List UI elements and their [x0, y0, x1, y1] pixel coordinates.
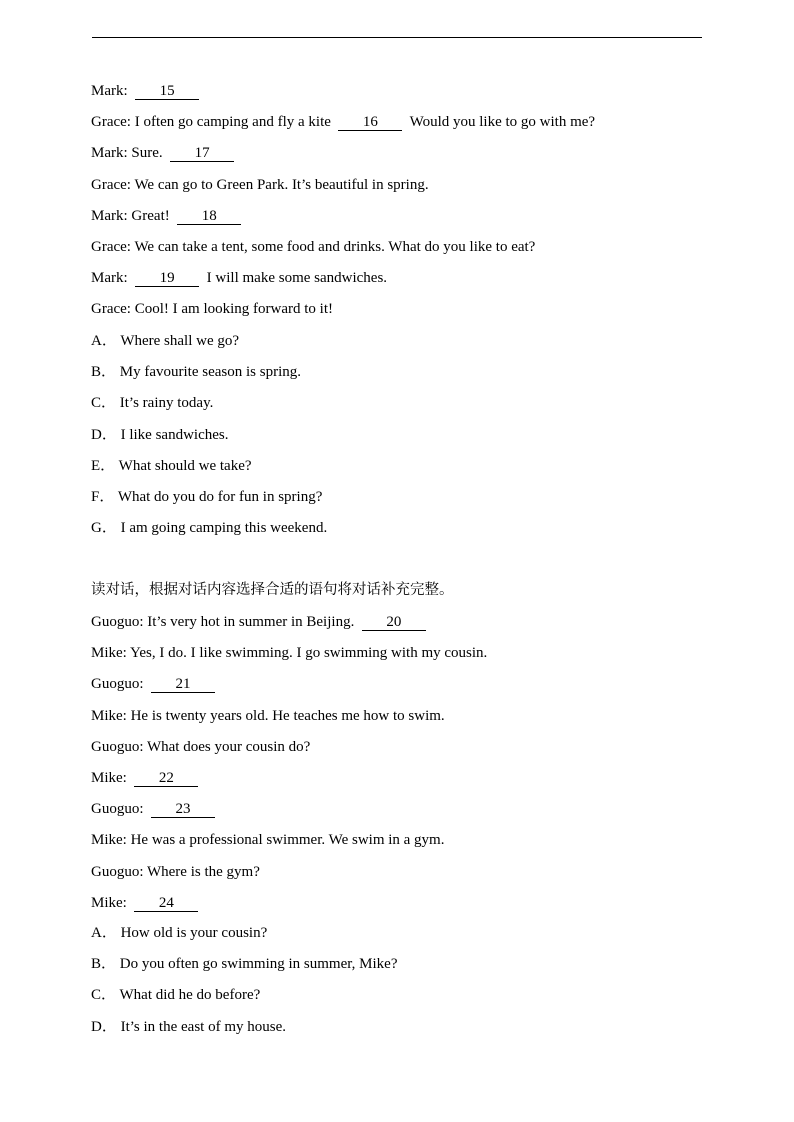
dialogue-text: Sure. — [131, 145, 163, 162]
speaker-name: Mike: — [91, 770, 127, 786]
speaker-name: Guoguo: — [91, 863, 144, 880]
blank-number: 15 — [159, 83, 175, 99]
dialogue2-line — [91, 863, 264, 881]
dialogue2-line — [91, 769, 206, 787]
dialogue1-line — [91, 176, 432, 194]
speaker-name: Mark: — [91, 83, 128, 99]
dialogue2-line — [91, 675, 223, 693]
dialogue2-line — [91, 644, 491, 662]
speaker-name: Grace: — [91, 301, 131, 318]
dialogue-text: What does your cousin do? — [146, 738, 311, 755]
blank-number: 17 — [194, 145, 210, 162]
option-letter: D． — [91, 1018, 117, 1035]
dialogue-text: I will make some sandwiches. — [206, 270, 388, 287]
answer-blank — [170, 146, 234, 162]
option-item — [91, 457, 252, 475]
speaker-name: Guoguo: — [91, 614, 144, 630]
option-letter: E． — [91, 457, 116, 474]
blank-number: 18 — [201, 207, 217, 224]
option-item — [91, 363, 301, 381]
speaker-name: Grace: — [91, 114, 131, 131]
option-letter: C． — [91, 987, 117, 1004]
dialogue-text: Cool! I am looking forward to it! — [134, 301, 334, 318]
option-text: Where shall we go? — [120, 333, 240, 349]
option-item — [91, 519, 327, 537]
dialogue-text: I often go camping and fly a kite — [134, 114, 331, 131]
option-letter: C． — [91, 395, 117, 412]
dialogue-text: He is twenty years old. He teaches me how to swim. — [130, 707, 445, 724]
dialogue1-line — [91, 238, 539, 256]
dialogue-text: It’s very hot in summer in Beijing. — [147, 614, 355, 630]
option-item — [91, 394, 213, 412]
dialogue1-line — [91, 300, 337, 318]
dialogue-text: We can take a tent, some food and drinks. What do you like to eat? — [134, 239, 536, 255]
dialogue1-line — [91, 82, 207, 100]
option-item — [91, 426, 228, 444]
answer-blank — [362, 615, 426, 631]
dialogue1-line — [91, 144, 242, 162]
option-item — [91, 986, 260, 1004]
answer-blank — [134, 896, 198, 912]
dialogue2-line — [91, 894, 206, 912]
option-text: It’s in the east of my house. — [120, 1018, 286, 1035]
dialogue-text: He was a professional swimmer. We swim in a gym. — [130, 832, 445, 849]
speaker-name: Guoguo: — [91, 738, 144, 755]
option-text: My favourite season is spring. — [119, 364, 301, 381]
dialogue2-line — [91, 613, 433, 631]
answer-blank — [177, 209, 241, 225]
answer-blank — [338, 115, 402, 131]
speaker-name: Mark: — [91, 207, 128, 224]
answer-blank — [135, 84, 199, 100]
speaker-name: Mark: — [91, 270, 128, 287]
speaker-name: Grace: — [91, 239, 131, 255]
option-text: What did he do before? — [119, 987, 261, 1004]
option-item — [91, 488, 322, 506]
dialogue1-line — [91, 207, 249, 225]
speaker-name: Mark: — [91, 145, 128, 162]
dialogue2-line — [91, 707, 448, 725]
option-letter: G． — [91, 520, 117, 537]
speaker-name: Mike: — [91, 645, 127, 662]
speaker-name: Grace: — [91, 176, 131, 193]
option-letter: F． — [91, 489, 115, 505]
dialogue2-line — [91, 738, 314, 756]
blank-number: 16 — [362, 114, 378, 131]
answer-blank — [134, 771, 198, 787]
option-text: I like sandwiches. — [120, 426, 229, 443]
option-text: What do you do for fun in spring? — [117, 489, 323, 505]
option-text: How old is your cousin? — [120, 925, 268, 941]
dialogue2-line — [91, 800, 223, 818]
option-item — [91, 332, 239, 350]
option-item — [91, 924, 267, 942]
dialogue-text: Yes, I do. I like swimming. I go swimming with my cousin. — [130, 645, 488, 662]
dialogue2-line — [91, 831, 448, 849]
option-item — [91, 955, 397, 973]
speaker-name: Guoguo: — [91, 801, 144, 818]
blank-number: 22 — [158, 770, 174, 786]
option-text: What should we take? — [118, 457, 252, 474]
blank-number: 24 — [158, 894, 174, 911]
dialogue-text: We can go to Green Park. It’s beautiful in spring. — [134, 176, 429, 193]
option-text: Do you often go swimming in summer, Mike? — [119, 956, 398, 973]
dialogue-text: Where is the gym? — [146, 863, 260, 880]
option-letter: B． — [91, 364, 117, 381]
speaker-name: Mike: — [91, 707, 127, 724]
header-rule — [92, 37, 702, 38]
dialogue1-line — [91, 269, 387, 287]
dialogue1-line — [91, 113, 595, 131]
blank-number: 23 — [175, 801, 191, 818]
speaker-name: Guoguo: — [91, 676, 144, 693]
speaker-name: Mike: — [91, 894, 127, 911]
answer-blank — [135, 271, 199, 287]
blank-number: 20 — [386, 614, 402, 630]
option-letter: A． — [91, 333, 117, 349]
dialogue-text: Great! — [131, 207, 170, 224]
blank-number: 21 — [175, 676, 191, 693]
speaker-name: Mike: — [91, 832, 127, 849]
answer-blank — [151, 677, 215, 693]
option-letter: B． — [91, 956, 117, 973]
option-letter: A． — [91, 925, 117, 941]
option-text: It’s rainy today. — [119, 395, 214, 412]
option-item — [91, 1018, 286, 1036]
blank-number: 19 — [159, 270, 175, 287]
option-letter: D． — [91, 426, 117, 443]
option-text: I am going camping this weekend. — [120, 520, 328, 537]
instruction-text: 读对话，根据对话内容选择合适的语句将对话补充完整。 — [91, 582, 454, 598]
answer-blank — [151, 802, 215, 818]
dialogue-text: Would you like to go with me? — [409, 114, 596, 131]
